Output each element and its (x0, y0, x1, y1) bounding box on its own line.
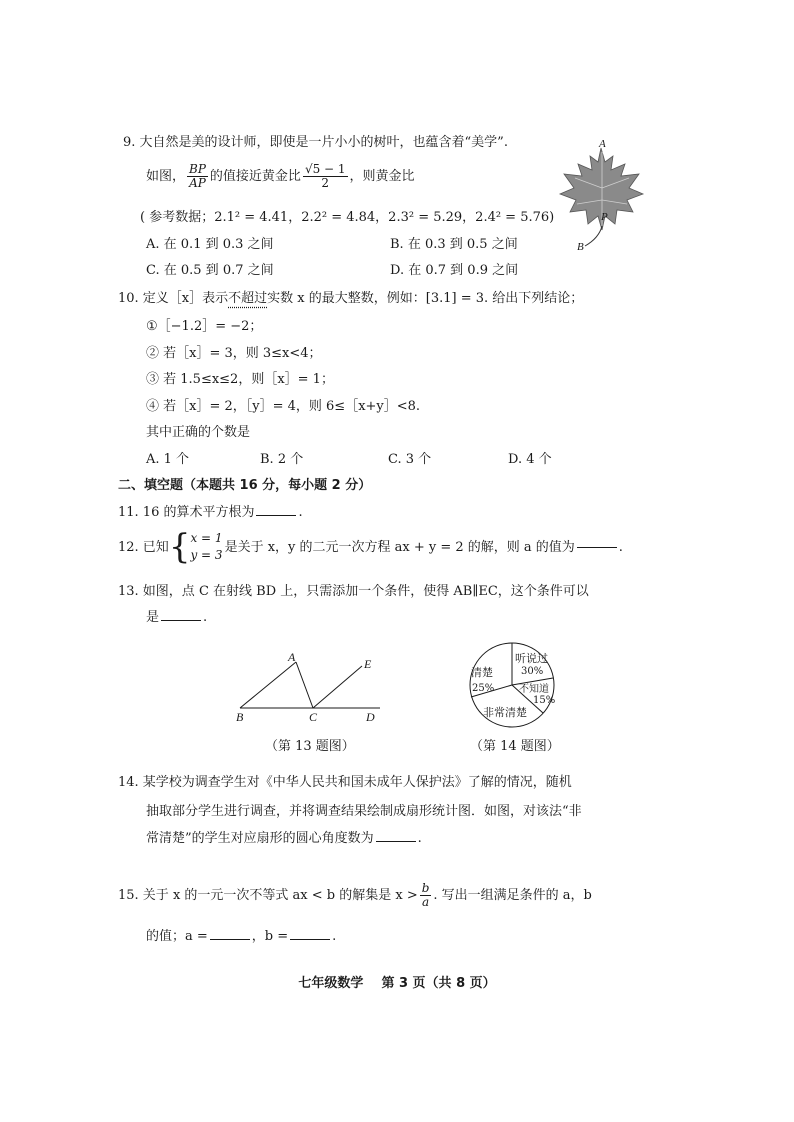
q10-statement-3: ③ 若 1.5≤x≤2，则［x］= 1； (146, 372, 334, 387)
q12-pre: 12. 已知 (118, 539, 169, 555)
q13-line2-text: 是 (146, 610, 160, 625)
fig13-label-d: D (366, 710, 375, 724)
q9-ratio-denominator: AP (189, 176, 206, 191)
q12-eq2: y = 3 (190, 548, 223, 563)
q14-end: . (417, 831, 422, 846)
fig13-label-e: E (364, 657, 372, 671)
q12-end: . (618, 539, 623, 555)
q9-reference-data: ( 参考数据；2.1² = 4.41，2.2² = 4.84，2.3² = 5.29，2.4² = 5.76) (140, 210, 555, 225)
q10-statement-4: ④ 若［x］= 2，［y］= 4，则 6≤［x+y］<8. (146, 399, 421, 414)
q10-option-b[interactable]: B. 2 个 (260, 452, 304, 467)
pie-label-very-clear: 非常清楚 (483, 706, 527, 719)
q10-line1-pre: 10. 定义［x］表示 (118, 291, 229, 306)
q9-line2-mid: 的值接近黄金比 (209, 169, 301, 185)
q10-statement-1: ①［−1.2］= −2； (146, 319, 263, 334)
pie-value-unknown: 15% (533, 695, 556, 706)
q10-line1-post: 实数 x 的最大整数，例如：[3.1] = 3. 给出下列结论； (267, 291, 584, 306)
q14-line2: 抽取部分学生进行调查，并将调查结果绘制成扇形统计图．如图，对该法“非 (146, 804, 582, 819)
q12-system (190, 530, 222, 565)
pie-label-clear: 清楚 (471, 666, 493, 679)
q14-line3-text: 常清楚”的学生对应扇形的圆心角度数为 (146, 831, 374, 846)
q11-answer-blank[interactable] (256, 514, 296, 516)
q13-end: . (203, 610, 208, 625)
pie-label-heard: 听说过 (515, 652, 548, 665)
q12-mid: 是关于 x，y 的二元一次方程 ax + y = 2 的解，则 a 的值为 (224, 539, 575, 555)
q9-golden-denominator: 2 (321, 176, 330, 191)
q15-answer-a-blank[interactable] (210, 938, 250, 940)
q9-option-c[interactable]: C. 在 0.5 到 0.7 之间 (146, 263, 274, 278)
q9-ratio-numerator: BP (189, 162, 206, 176)
q9-option-a[interactable]: A. 在 0.1 到 0.3 之间 (146, 237, 274, 252)
q15-line2 (146, 930, 336, 943)
leaf-label-a: A (599, 138, 606, 150)
q9-ratio-fraction (187, 163, 208, 190)
q14-answer-blank[interactable] (376, 840, 416, 842)
q9-golden-fraction (303, 163, 348, 190)
q12 (118, 527, 623, 568)
q15-fraction (420, 882, 432, 909)
q13-answer-blank[interactable] (161, 619, 201, 621)
pie-value-heard: 30% (521, 666, 544, 677)
q9-line2 (146, 163, 415, 190)
q15-fraction-numerator: b (421, 881, 430, 895)
q11-end: . (298, 505, 303, 520)
fig13-caption: （第 13 题图） (265, 739, 355, 754)
q11 (118, 506, 303, 519)
maple-leaf-figure (555, 138, 650, 253)
q15-answer-b-blank[interactable] (290, 938, 330, 940)
fig13-label-a: A (288, 650, 296, 664)
q11-text: 11. 16 的算术平方根为 (118, 505, 255, 520)
figure-14-pie-chart (459, 640, 569, 730)
q14-line1: 14. 某学校为调查学生对《中华人民共和国未成年人保护法》了解的情况，随机 (118, 775, 572, 790)
pie-value-clear: 25% (472, 683, 495, 694)
q15-end: . (332, 929, 337, 944)
q15-line1-post: . 写出一组满足条件的 a，b (433, 888, 592, 904)
leaf-stem (585, 226, 602, 246)
q9-option-b[interactable]: B. 在 0.3 到 0.5 之间 (390, 237, 518, 252)
fig13-label-b: B (236, 710, 244, 724)
q12-system-brace: { (168, 527, 191, 568)
q10-emphasis: 不超过 (228, 291, 268, 306)
section-2-title: 二、填空题（本题共 16 分，每小题 2 分） (118, 478, 372, 493)
q10-option-d[interactable]: D. 4 个 (508, 452, 552, 467)
q14-line3 (146, 832, 422, 845)
q10-line1 (118, 292, 583, 305)
q9-option-d[interactable]: D. 在 0.7 到 0.9 之间 (390, 263, 519, 278)
leaf-label-p: P (601, 211, 608, 223)
q12-eq1: x = 1 (190, 531, 223, 545)
q10-option-c[interactable]: C. 3 个 (388, 452, 432, 467)
q10-question: 其中正确的个数是 (146, 425, 251, 440)
q15-line1 (118, 882, 592, 909)
fig13-label-c: C (309, 710, 318, 724)
q9-golden-numerator: √5 − 1 (304, 162, 346, 176)
pie-label-unknown: 不知道 (519, 684, 549, 695)
q15-fraction-denominator: a (421, 895, 430, 910)
q9-line2-pre: 如图， (146, 169, 186, 185)
fig14-caption: （第 14 题图） (470, 739, 560, 754)
segment-ce (313, 666, 362, 708)
q9-line2-post: ，则黄金比 (349, 169, 415, 185)
q15-line1-pre: 15. 关于 x 的一元一次不等式 ax < b 的解集是 x > (118, 888, 418, 904)
figure-13 (228, 645, 388, 727)
q15-line2-mid: ，b = (251, 929, 289, 944)
q9-line1: 9. 大自然是美的设计师，即使是一片小小的树叶，也蕴含着“美学”. (123, 135, 508, 150)
q10-statement-2: ② 若［x］= 3，则 3≤x<4； (146, 346, 322, 361)
q15-line2-pre: 的值；a = (146, 929, 208, 944)
q10-option-a[interactable]: A. 1 个 (146, 452, 190, 467)
leaf-label-b: B (577, 241, 584, 253)
q13-line1: 13. 如图，点 C 在射线 BD 上，只需添加一个条件，使得 AB∥EC，这个条件可以 (118, 584, 589, 599)
page-footer: 七年级数学 第 3 页（共 8 页） (298, 976, 496, 991)
q13-line2 (146, 611, 207, 624)
q12-answer-blank[interactable] (577, 546, 617, 548)
segment-ab (240, 662, 296, 708)
segment-ac (296, 662, 313, 708)
